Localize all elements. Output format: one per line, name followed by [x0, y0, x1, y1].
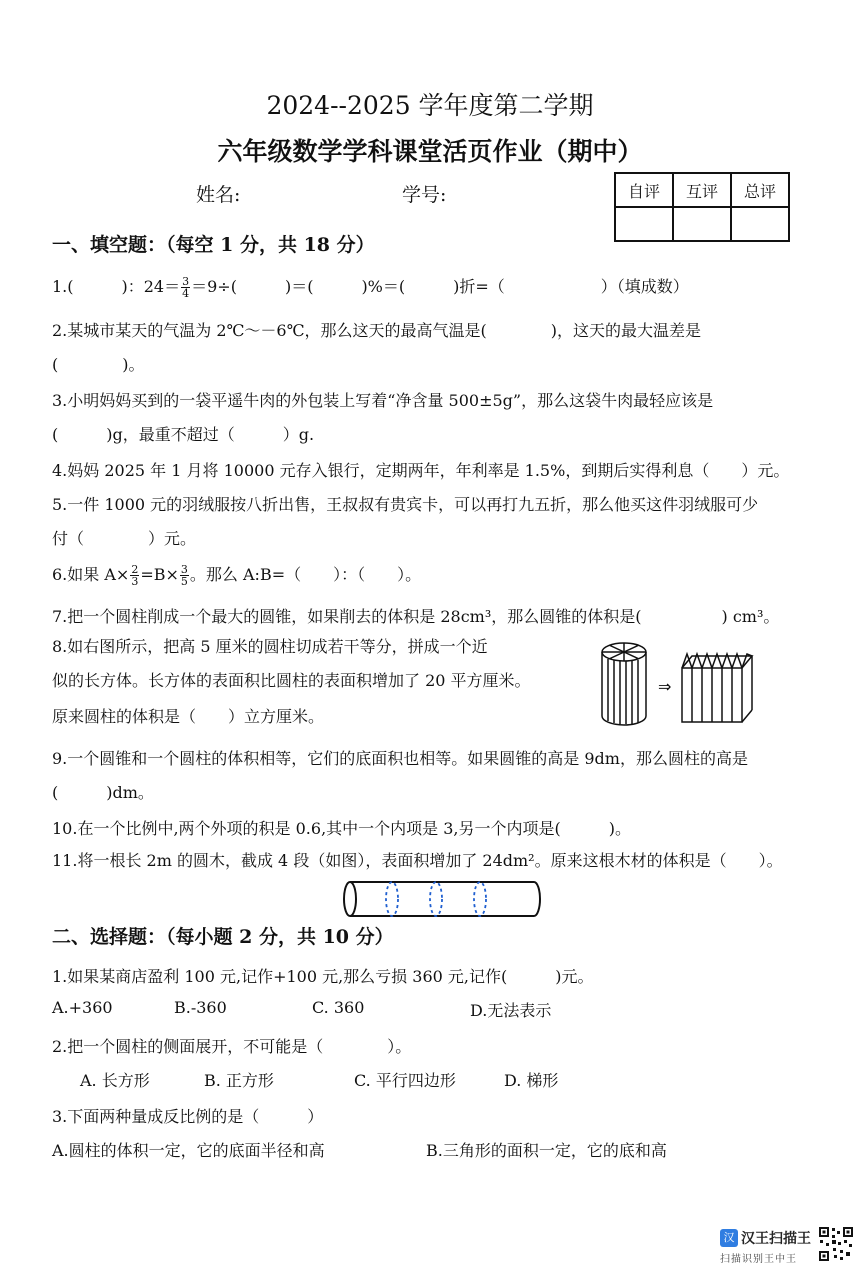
q1-part-b: ＝9÷( )＝( )%＝( )折=（ ）（填成数） [191, 277, 689, 296]
q2-1-option-a[interactable]: A.+360 [52, 998, 113, 1017]
scanner-logo-name: 汉王扫描王 [741, 1231, 811, 1247]
q6-frac1-num: 2 [131, 563, 139, 576]
section1-heading: 一、填空题：（每空 1 分，共 18 分） [52, 234, 375, 256]
q1-frac-num: 3 [182, 275, 190, 288]
q6-fraction-2 [180, 564, 189, 587]
grade-peer-header: 互评 [673, 173, 731, 207]
scanner-logo [716, 1226, 816, 1266]
name-label: 姓名: [196, 184, 241, 206]
question-1-3-line1: 3.小明妈妈买到的一袋平遥牛肉的外包装上写着“净含量 500±5g”，那么这袋牛肉最轻应该是 [52, 391, 714, 410]
section2-heading: 二、选择题：（每小题 2 分，共 10 分） [52, 926, 394, 948]
scanner-logo-subtitle: 扫描识别王中王 [720, 1254, 797, 1265]
log-cut-figure [336, 876, 548, 922]
q6-frac1-den: 3 [131, 575, 139, 588]
q1-part-a: 1.( )：24＝ [52, 277, 181, 296]
q2-1-option-b[interactable]: B.-360 [174, 998, 227, 1017]
q6-part-a: 6.如果 A× [52, 565, 130, 584]
question-1-5-line1: 5.一件 1000 元的羽绒服按八折出售，王叔叔有贵宾卡，可以再打九五折，那么他买这件羽绒服可少 [52, 495, 759, 514]
q1-frac-den: 4 [182, 287, 190, 300]
question-1-8-line2: 似的长方体。长方体的表面积比圆柱的表面积增加了 20 平方厘米。 [52, 671, 531, 690]
q2-2-option-a[interactable]: A. 长方形 [80, 1071, 150, 1090]
student-id-label: 学号: [402, 184, 447, 206]
question-2-3: 3.下面两种量成反比例的是（ ） [52, 1107, 324, 1126]
question-1-3-line2: ( )g，最重不超过（ ）g. [52, 425, 315, 444]
qr-code-icon [818, 1226, 854, 1262]
q6-fraction-1 [130, 564, 139, 587]
q6-part-c: 。那么 A:B=（ ）：（ ）。 [189, 565, 422, 584]
title-term: 2024--2025 学年度第二学期 [266, 91, 594, 120]
q2-2-option-c[interactable]: C. 平行四边形 [354, 1071, 456, 1090]
q2-1-option-d[interactable]: D.无法表示 [470, 1001, 552, 1020]
q6-frac2-den: 5 [180, 575, 188, 588]
grade-total-cell[interactable] [731, 207, 789, 241]
grade-total-header: 总评 [731, 173, 789, 207]
question-2-2: 2.把一个圆柱的侧面展开，不可能是（ ）。 [52, 1037, 412, 1056]
question-1-9-line2: ( )dm。 [52, 783, 154, 802]
question-1-5-line2: 付（ ）元。 [52, 529, 197, 548]
question-1-4: 4.妈妈 2025 年 1 月将 10000 元存入银行，定期两年，年利率是 1.5%，到期后实得利息（ ）元。 [52, 461, 790, 480]
q2-1-option-c[interactable]: C. 360 [312, 998, 365, 1017]
question-1-10: 10.在一个比例中,两个外项的积是 0.6,其中一个内项是 3,另一个内项是( )。 [52, 819, 631, 838]
q2-2-option-b[interactable]: B. 正方形 [204, 1071, 274, 1090]
q2-3-option-b[interactable]: B.三角形的面积一定，它的底和高 [426, 1141, 667, 1160]
svg-text:⇒: ⇒ [658, 677, 672, 696]
q2-2-option-d[interactable]: D. 梯形 [504, 1071, 559, 1090]
question-1-9-line1: 9.一个圆锥和一个圆柱的体积相等，它们的底面积也相等。如果圆锥的高是 9dm，那么圆柱的高是 [52, 749, 748, 768]
question-1-8-line1: 8.如右图所示，把高 5 厘米的圆柱切成若干等分，拼成一个近 [52, 637, 488, 656]
grade-self-header: 自评 [615, 173, 673, 207]
title-worksheet: 六年级数学学科课堂活页作业（期中） [217, 137, 643, 166]
question-1-6 [52, 562, 421, 587]
q6-frac2-num: 3 [180, 563, 188, 576]
question-1-2-line2: ( )。 [52, 355, 145, 374]
grading-table [614, 172, 790, 242]
question-1-1 [52, 274, 689, 299]
question-1-11: 11.将一根长 2m 的圆木，截成 4 段（如图），表面积增加了 24dm²。原来这根木材的体积是（ ）。 [52, 851, 783, 870]
question-1-8-line3: 原来圆柱的体积是（ ）立方厘米。 [52, 707, 325, 726]
q2-3-option-a[interactable]: A.圆柱的体积一定，它的底面半径和高 [52, 1141, 325, 1160]
scanner-logo-icon: 汉 [720, 1229, 738, 1247]
grade-self-cell[interactable] [615, 207, 673, 241]
question-1-2-line1: 2.某城市某天的气温为 2℃～－6℃，那么这天的最高气温是( )，这天的最大温差是 [52, 321, 701, 340]
question-1-7: 7.把一个圆柱削成一个最大的圆锥，如果削去的体积是 28cm³，那么圆锥的体积是( ) cm³。 [52, 607, 780, 626]
q1-fraction [181, 276, 190, 299]
question-2-1: 1.如果某商店盈利 100 元,记作+100 元,那么亏损 360 元,记作( )元。 [52, 967, 594, 986]
cylinder-to-cuboid-figure [594, 638, 764, 730]
grade-peer-cell[interactable] [673, 207, 731, 241]
q6-part-b: =B× [140, 565, 179, 584]
